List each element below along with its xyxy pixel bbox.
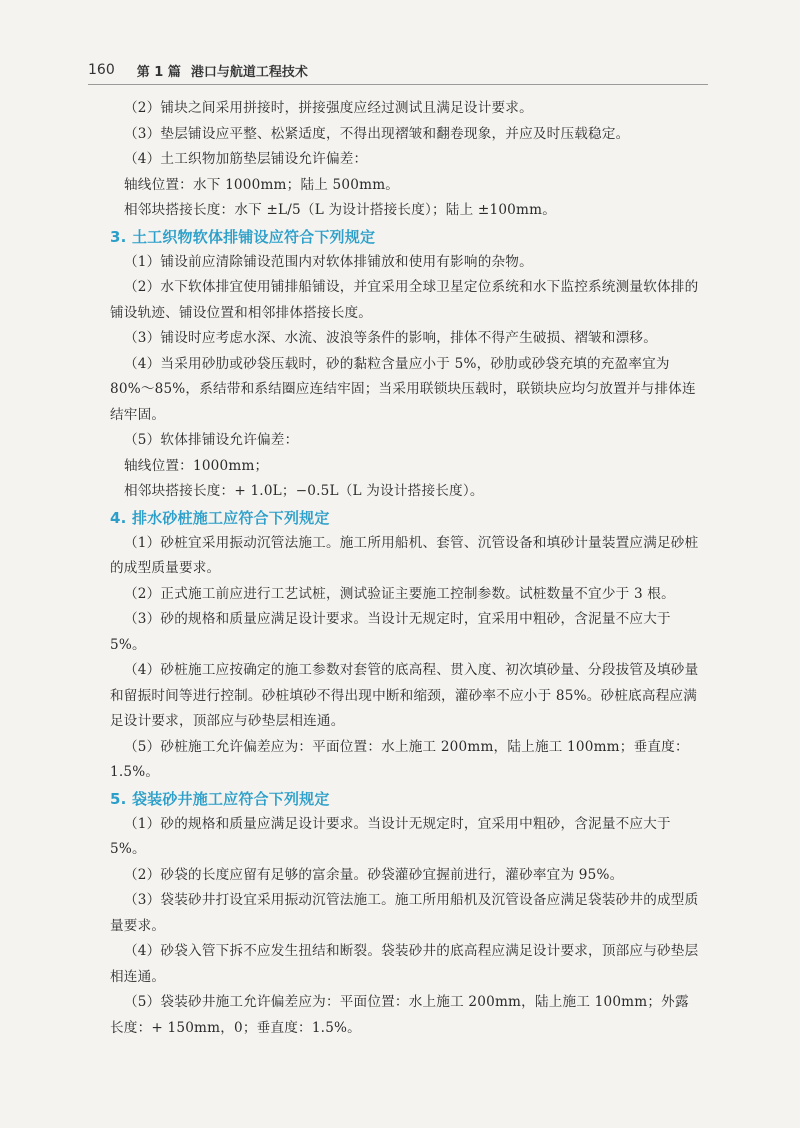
section-heading: 4. 排水砂桩施工应符合下列规定	[110, 508, 330, 527]
paragraph: （2）砂袋的长度应留有足够的富余量。砂袋灌砂宜握前进行，灌砂率宜为 95%。	[124, 866, 624, 883]
section-heading: 3. 土工织物软体排铺设应符合下列规定	[110, 227, 376, 246]
paragraph: （4）土工织物加筋垫层铺设允许偏差：	[124, 151, 368, 167]
paragraph: （3）砂的规格和质量应满足设计要求。当设计无规定时，宜采用中粗砂，含泥量不应大于 5%。	[110, 611, 671, 653]
sub-line: 相邻块搭接长度：+ 1.0L；−0.5L（L 为设计搭接长度）。	[124, 483, 484, 499]
paragraph: （5）砂桩施工允许偏差应为：平面位置：水上施工 200mm，陆上施工 100mm；垂直度：1.5%。	[110, 738, 689, 780]
paragraph: （1）铺设前应清除铺设范围内对软体排铺放和使用有影响的杂物。	[124, 253, 533, 270]
page-body	[110, 96, 700, 1041]
page-header	[88, 58, 708, 82]
paragraph: （1）砂的规格和质量应满足设计要求。当设计无规定时，宜采用中粗砂，含泥量不应大于 5%。	[110, 815, 671, 857]
paragraph: （5）袋装砂井施工允许偏差应为：平面位置：水上施工 200mm，陆上施工 100mm；外露长度：+ 150mm，0；垂直度：1.5%。	[110, 994, 689, 1036]
page-number: 160	[88, 62, 115, 78]
paragraph: （3）袋装砂井打设宜采用振动沉管法施工。施工所用船机及沉管设备应满足袋装砂井的成型质量要求。	[110, 892, 699, 934]
section-heading: 5. 袋装砂井施工应符合下列规定	[110, 789, 330, 808]
sub-line: 相邻块搭接长度：水下 ±L/5（L 为设计搭接长度）；陆上 ±100mm。	[124, 202, 557, 218]
paragraph: （4）砂桩施工应按确定的施工参数对套管的底高程、贯入度、初次填砂量、分段拔管及填砂量和留振时间等进行控制。砂桩填砂不得出现中断和缩颈，灌砂率不应小于 85%。砂桩底高程应满足设计要求，顶部应与砂垫层相连通。	[110, 662, 699, 729]
paragraph: （4）砂袋入管下拆不应发生扭结和断裂。袋装砂井的底高程应满足设计要求，顶部应与砂垫层相连通。	[110, 943, 699, 985]
paragraph: （3）垫层铺设应平整、松紧适度，不得出现褶皱和翻卷现象，并应及时压载稳定。	[124, 125, 630, 142]
paragraph: （4）当采用砂肋或砂袋压载时，砂的黏粒含量应小于 5%，砂肋或砂袋充填的充盈率宜为 80%～85%，系结带和系结圈应连结牢固；当采用联锁块压载时，联锁块应均匀放置并与排体连结牢固。	[110, 355, 696, 423]
paragraph: （2）铺块之间采用拼接时，拼接强度应经过测试且满足设计要求。	[124, 100, 533, 116]
sub-line: 轴线位置：1000mm；	[124, 457, 269, 474]
paragraph: （2）水下软体排宜使用铺排船铺设，并宜采用全球卫星定位系统和水下监控系统测量软体排的铺设轨迹、铺设位置和相邻排体搭接长度。	[110, 279, 699, 321]
part-label: 第 1 篇	[136, 64, 181, 80]
paragraph: （2）正式施工前应进行工艺试桩，测试验证主要施工控制参数。试桩数量不宜少于 3 根。	[124, 585, 675, 602]
paragraph: （1）砂桩宜采用振动沉管法施工。施工所用船机、套管、沉管设备和填砂计量装置应满足砂桩的成型质量要求。	[110, 534, 699, 576]
paragraph: （3）铺设时应考虑水深、水流、波浪等条件的影响，排体不得产生破损、褶皱和漂移。	[124, 330, 658, 346]
sub-line: 轴线位置：水下 1000mm；陆上 500mm。	[124, 176, 400, 193]
chapter-title: 港口与航道工程技术	[190, 64, 308, 80]
header-divider	[88, 84, 708, 85]
paragraph: （5）软体排铺设允许偏差：	[124, 432, 299, 448]
